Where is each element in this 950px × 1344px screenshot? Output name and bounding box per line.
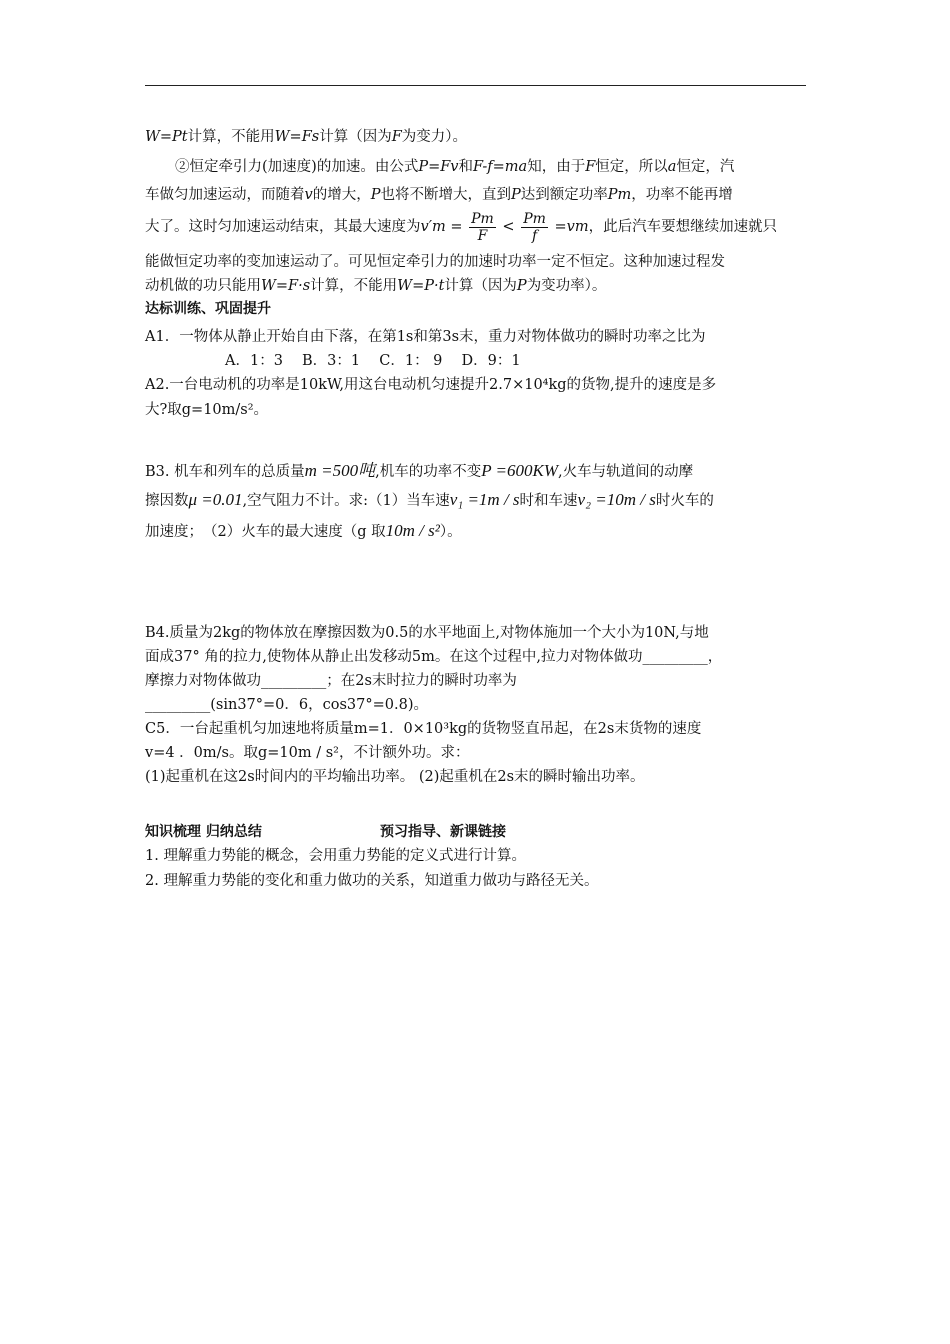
fraction-pm-over-F: $\frac{Pm}{F}$ xyxy=(471,210,494,244)
list-item: 2. 理解重力势能的变化和重力做功的关系，知道重力做功与路径无关。 xyxy=(145,873,599,889)
question-a1: A1．一物体从静止开始自由下落，在第1s和第3s末，重力对物体做功的瞬时功率之比为 xyxy=(145,329,706,345)
list-item: 1. 理解重力势能的概念，会用重力势能的定义式进行计算。 xyxy=(145,848,526,864)
question-b3: B3. 机车和列车的总质量m =500吨,机车的功率不变P =600KW,火车与轨道间的动摩 xyxy=(145,461,694,480)
question-c5: C5．一台起重机匀加速地将质量m=1．0×10³kg的货物竖直吊起，在2s末货物的速度 xyxy=(145,721,702,737)
paragraph-line: ②恒定牵引力(加速度)的加速。由公式P=Fv和F-f=ma知，由于F恒定，所以a恒定，汽 xyxy=(175,159,735,175)
formula: W=Pt xyxy=(145,129,188,145)
paragraph-line: 能做恒定功率的变加速运动了。可见恒定牵引力的加速时功率一定不恒定。这种加速过程发 xyxy=(145,254,725,270)
paragraph-line-with-fractions: 大了。这时匀加速运动结束，其最大速度为v′m = $\frac{Pm}{F}$ < $\frac{Pm}{f}$ =vm，此后汽车要想继续加速就只 xyxy=(145,210,778,244)
section-title-summary: 知识梳理 归纳总结 xyxy=(145,824,262,840)
question-c5-line3: (1)起重机在这2s时间内的平均输出功率。 (2)起重机在2s末的瞬时输出功率。 xyxy=(145,769,645,785)
question-b4-line2: 面成37° 角的拉力,使物体从静止出发移动5m。在这个过程中,拉力对物体做功_________， xyxy=(145,649,723,665)
fraction-pm-over-f: $\frac{Pm}{f}$ xyxy=(523,210,546,244)
question-b4: B4.质量为2kg的物体放在摩擦因数为0.5的水平地面上,对物体施加一个大小为10N,与地 xyxy=(145,625,709,641)
question-a2-line2: 大?取g=10m/s²。 xyxy=(145,402,269,418)
section-title: 达标训练、巩固提升 xyxy=(145,301,271,317)
question-b4-line4: _________(sin37°=0．6，cos37°=0.8)。 xyxy=(145,697,428,713)
paragraph-line: 车做匀加速运动，而随着v的增大，P也将不断增大，直到P达到额定功率Pm，功率不能再增 xyxy=(145,187,733,203)
section-title-preview: 预习指导、新课链接 xyxy=(380,824,506,840)
question-a2: A2.一台电动机的功率是10kW,用这台电动机匀速提升2.7×10⁴kg的货物,提升的速度是多 xyxy=(145,377,717,393)
question-c5-line2: v=4 ．0m/s。取g=10m / s²，不计额外功。求： xyxy=(145,745,470,761)
question-a1-options: A．1：3 B．3：1 C．1： 9 D．9：1 xyxy=(225,353,521,369)
question-b3-line2: 擦因数μ =0.01,空气阻力不计。求:（1）当车速v₁ =1m / s时和车速v₂ =10m / s时火车的 xyxy=(145,490,714,509)
formula: W=Fs xyxy=(274,129,320,145)
paragraph-line: W=Pt计算，不能用W=Fs计算（因为F为变力）。 xyxy=(145,129,468,145)
question-b4-line3: 摩擦力对物体做功_________；在2s末时拉力的瞬时功率为 xyxy=(145,673,517,689)
paragraph-line: 动机做的功只能用W=F·s计算，不能用W=P·t计算（因为P为变功率）。 xyxy=(145,278,607,294)
header-rule xyxy=(145,85,806,86)
question-b3-line3: 加速度； （2）火车的最大速度（g 取10m / s²）。 xyxy=(145,521,462,540)
vm-prime: v′m xyxy=(420,219,446,235)
